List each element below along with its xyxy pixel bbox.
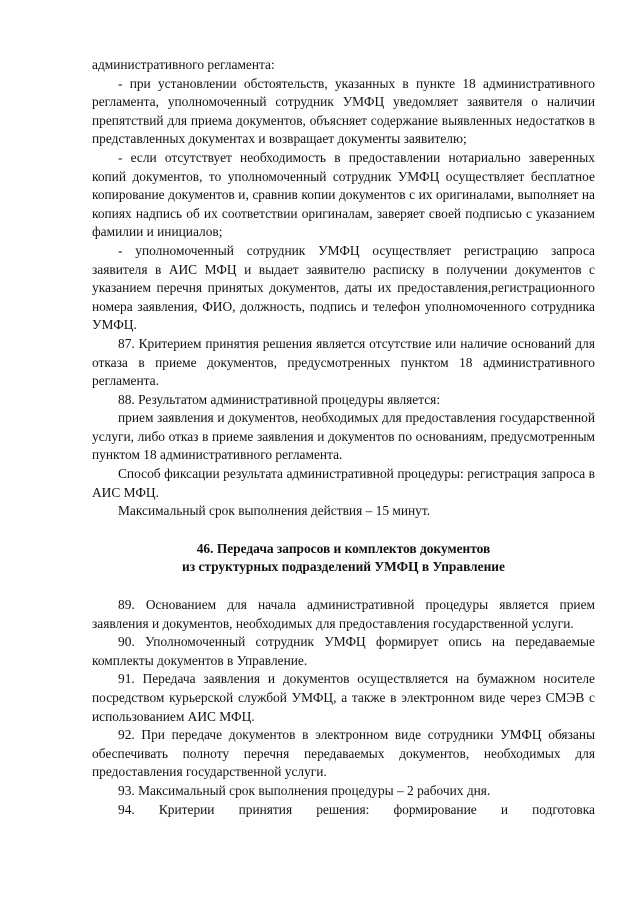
paragraph-continuation: административного регламента: [92, 57, 275, 72]
paragraph-88: 88. Результатом административной процедуры является: [118, 391, 441, 407]
paragraph-max-time: Максимальный срок выполнения действия – 15 минут. [118, 503, 431, 519]
paragraph-87: 87. Критерием принятия решения является отсутствие или наличие оснований для отказа в приеме документов, предусмотренных пунктом 18 административного регламента. [92, 335, 595, 389]
section-heading-line-1: 46. Передача запросов и комплектов документов [196, 540, 491, 556]
paragraph-fixation-method: Способ фиксации результата административной процедуры: регистрация запроса в АИС МФЦ. [92, 466, 595, 500]
paragraph-item-refusal-notice: - при установлении обстоятельств, указанных в пункте 18 административного регламента, уполномоченный сотрудник УМФЦ уведомляет заявителя о наличии препятствий для приема документов, объясняет содержание выявленных недостатков в представленных документах и возвращает документы заявителю; [92, 75, 595, 147]
paragraph-92: 92. При передаче документов в электронном виде сотрудники УМФЦ обязаны обеспечивать полноту перечня передаваемых документов, необходимых для предоставления государственной услуги. [92, 727, 595, 780]
paragraph-88-result: прием заявления и документов, необходимых для предоставления государственной услуги, либо отказ в приеме заявления и документов по основаниям, предусмотренным пунктом 18 административного регламента. [92, 410, 595, 463]
paragraph-91: 91. Передача заявления и документов осуществляется на бумажном носителе посредством курьерской службой УМФЦ, а также в электронном виде через СМЭВ с использованием АИС МФЦ. [92, 671, 595, 724]
paragraph-item-registration: - уполномоченный сотрудник УМФЦ осуществляет регистрацию запроса заявителя в АИС МФЦ и выдает заявителю расписку в получении документов с указанием перечня принятых документов, даты их предоставления,регистрационного номера заявления, ФИО, должность, подпись и телефон уполномоченного сотрудника УМФЦ. [92, 242, 595, 333]
paragraph-94: 94. Критерии принятия решения: формирование и подготовка [118, 801, 595, 817]
paragraph-item-copying: - если отсутствует необходимость в предоставлении нотариально заверенных копий документов, то уполномоченный сотрудник УМФЦ осуществляет бесплатное копирование документов и, сравнив копии документов с их оригиналами, выполняет на копиях надпись об их соответствии оригиналам, заверяет своей подписью с указанием фамилии и инициалов; [92, 149, 595, 240]
paragraph-89: 89. Основанием для начала административной процедуры является прием заявления и документов, необходимых для предоставления государственной услуги. [92, 597, 595, 631]
document-page [92, 56, 595, 819]
section-heading-46 [92, 540, 595, 577]
paragraph-90: 90. Уполномоченный сотрудник УМФЦ формирует опись на передаваемые комплекты документов в Управление. [92, 634, 595, 668]
paragraph-93: 93. Максимальный срок выполнения процедуры – 2 рабочих дня. [118, 782, 491, 798]
section-heading-line-2: из структурных подразделений УМФЦ в Управление [182, 559, 505, 575]
